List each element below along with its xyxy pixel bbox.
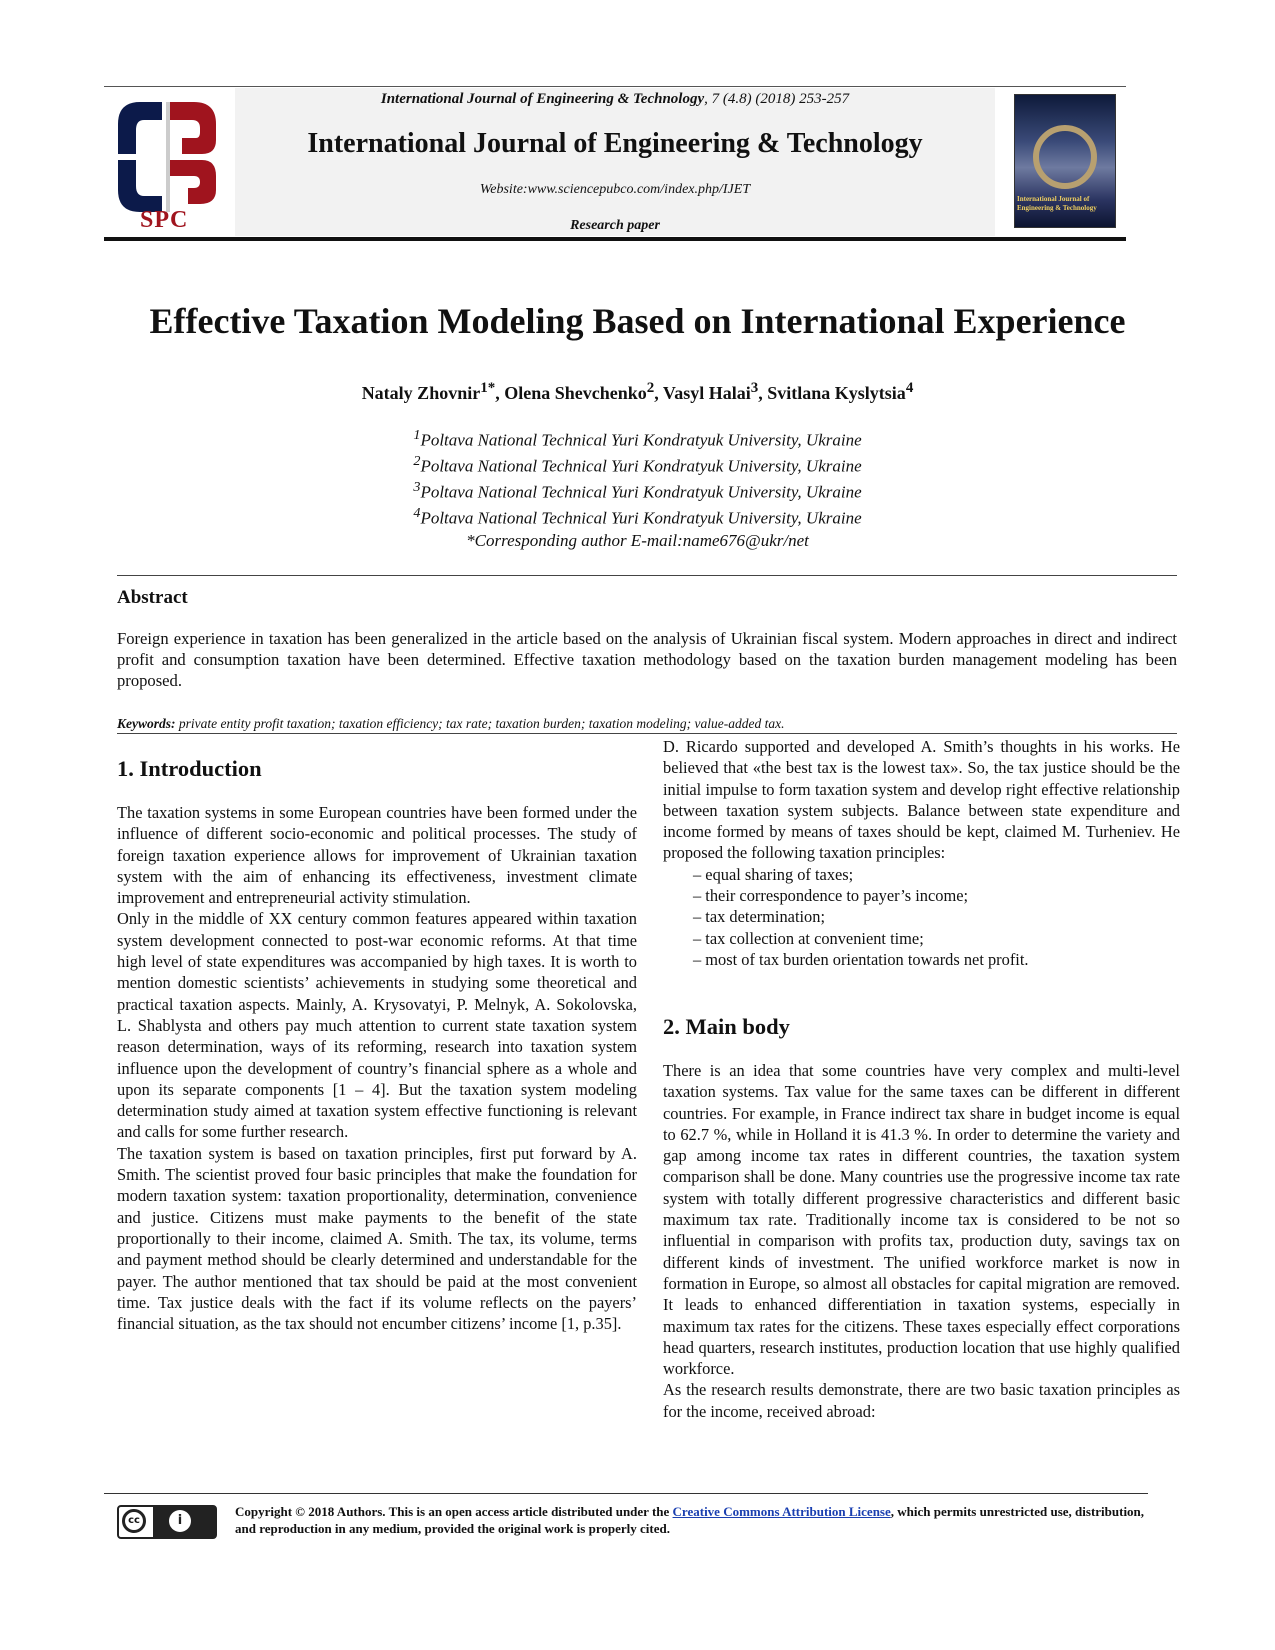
- footer-rule: [104, 1493, 1148, 1494]
- copyright-text: Copyright © 2018 Authors. This is an open access article distributed under the: [235, 1504, 673, 1519]
- cc-icon: cc: [122, 1509, 146, 1533]
- abstract-top-rule: [117, 575, 1177, 576]
- license-link[interactable]: Creative Commons Attribution License: [672, 1504, 891, 1519]
- author-sup: 4: [905, 380, 914, 396]
- affiliations: [0, 425, 1275, 551]
- author-list: [0, 380, 1275, 404]
- author-name: Vasyl Halai: [662, 383, 751, 403]
- section-heading-introduction: 1. Introduction: [117, 756, 262, 781]
- affiliation-text: Poltava National Technical Yuri Kondratyuk University, Ukraine: [420, 509, 862, 529]
- journal-title: International Journal of Engineering & Technology: [307, 128, 923, 159]
- citation-volume: , 7 (4.8) (2018) 253-257: [704, 91, 850, 107]
- affiliation-text: Poltava National Technical Yuri Kondratyuk University, Ukraine: [420, 430, 862, 450]
- paragraph: As the research results demonstrate, there are two basic taxation principles as for the income, received abroad:: [663, 1380, 1180, 1421]
- header-bottom-rule: [104, 237, 1126, 241]
- left-column: [117, 802, 637, 1334]
- author-name: Nataly Zhovnir: [361, 383, 481, 403]
- cover-title: International Journal of Engineering & Technology: [1017, 195, 1097, 212]
- keywords-text: private entity profit taxation; taxation efficiency; tax rate; taxation burden; taxation modeling; value-added tax.: [175, 716, 785, 731]
- author-name: Olena Shevchenko: [504, 383, 647, 403]
- list-item: – tax collection at convenient time;: [693, 928, 924, 948]
- paper-type: Research paper: [570, 218, 660, 233]
- affiliation-sup: 2: [413, 453, 421, 470]
- paper-title: Effective Taxation Modeling Based on International Experience: [149, 301, 1126, 341]
- paragraph: D. Ricardo supported and developed A. Smith’s thoughts in his works. He believed that «the best tax is the lowest tax». So, the tax justice should be the initial impulse to form taxation system and develop right effective relationship between taxation system subjects. Balance between state expenditure and income formed by means of taxes should be kept, claimed M. Turheniev. He proposed the following taxation principles:: [663, 737, 1180, 863]
- citation-journal: International Journal of Engineering & Technology: [380, 91, 705, 107]
- paragraph: The taxation systems in some European countries have been formed under the influence of different socio-economic and political processes. The study of foreign taxation experience allows for improvement of Ukrainian taxation system with the aim of enhancing its effectiveness, investment climate improvement and entrepreneurial activity stimulation.: [117, 803, 637, 908]
- abstract-text: Foreign experience in taxation has been generalized in the article based on the analysis of Ukrainian fiscal system. Modern approaches in direct and indirect profit and consumption taxation have been determined. Effective taxation methodology based on the taxation burden management modeling has been proposed.: [117, 629, 1177, 690]
- principles-list: [663, 864, 1180, 970]
- list-item: – tax determination;: [693, 907, 825, 927]
- author-sup: 2: [646, 380, 655, 396]
- cc-by-license-icon[interactable]: [117, 1505, 217, 1539]
- affiliation: [0, 425, 1275, 451]
- logo-text: SPC: [140, 207, 189, 233]
- header-top-rule: [104, 86, 1126, 87]
- copyright-text-end: , which permits unrestricted use, distribution, and reproduction in any medium, provided the original work is properly cited.: [235, 1504, 1145, 1536]
- author-sup: 3: [750, 380, 759, 396]
- journal-citation: [235, 91, 995, 108]
- abstract-heading: Abstract: [117, 587, 188, 608]
- affiliation-text: Poltava National Technical Yuri Kondratyuk University, Ukraine: [420, 482, 862, 502]
- journal-website[interactable]: Website:www.sciencepubco.com/index.php/IJET: [479, 182, 751, 197]
- journal-cover-image: [1014, 94, 1116, 228]
- author-sep: ,: [495, 383, 505, 403]
- affiliation-sup: 4: [413, 505, 421, 522]
- attribution-icon: i: [169, 1510, 191, 1532]
- affiliation-sup: 1: [413, 427, 421, 443]
- keywords-label: Keywords:: [117, 716, 176, 731]
- header-band: [235, 88, 995, 236]
- affiliation: [0, 451, 1275, 477]
- affiliation-sup: 3: [413, 479, 421, 496]
- keywords-rule: [117, 733, 1177, 734]
- section-heading-main-body: 2. Main body: [663, 1014, 790, 1039]
- author-name: Svitlana Kyslytsia: [767, 383, 906, 403]
- paragraph: There is an idea that some countries have very complex and multi-level taxation systems. Tax value for the same taxes can be different in different countries. For example, in France indirect tax share in budget income is equal to 62.7 %, while in Holland it is 41.3 %. In order to determine the variety and gap among income tax rates in different countries, the taxation system comparison shall be done. Many countries use the progressive income tax rate system with totally different progressive characteristics and different basic maximum tax rate. Traditionally income tax is considered to be not so influential in comparison with profits tax, production duty, savings tax on different kinds of investment. The unified workforce market is now in formation in Europe, so almost all obstacles for capital migration are removed. It leads to enhanced differentiation in taxation systems, especially in maximum tax rates for the citizens. These taxes especially effect corporations head quarters, research institutes, production location that use highly qualified workforce.: [663, 1061, 1180, 1379]
- affiliation: [0, 503, 1275, 529]
- corresponding-author: *Corresponding author E-mail:name676@ukr/net: [466, 530, 809, 550]
- right-column: [663, 736, 1180, 970]
- affiliation-text: Poltava National Technical Yuri Kondratyuk University, Ukraine: [420, 456, 862, 476]
- paragraph: The taxation system is based on taxation principles, first put forward by A. Smith. The scientist proved four basic principles that make the foundation for modern taxation system: taxation proportionality, determination, convenience and justice. Citizens must make payments to the benefit of the state proportionally to their income, claimed A. Smith. The tax, its volume, terms and payment method should be clearly determined and understandable for the payer. The author mentioned that tax should be paid at the most convenient time. Tax justice deals with the fact if its volume reflects on the payers’ financial situation, as the tax should not encumber citizens’ income [1, p.35].: [117, 1143, 637, 1334]
- author-sup: 1*: [480, 380, 496, 396]
- list-item: – their correspondence to payer’s income;: [693, 886, 969, 906]
- author-sep: ,: [758, 383, 768, 403]
- author-sep: ,: [654, 383, 663, 403]
- keywords: [117, 716, 1177, 732]
- cover-ring: [1033, 125, 1097, 189]
- copyright-notice: [235, 1503, 1160, 1537]
- list-item: – most of tax burden orientation towards net profit.: [693, 949, 1029, 969]
- list-item: – equal sharing of taxes;: [693, 864, 854, 884]
- affiliation: [0, 477, 1275, 503]
- main-body-text: [663, 1060, 1180, 1422]
- paragraph: Only in the middle of XX century common features appeared within taxation system development connected to post-war economic reforms. At that time high level of state expenditures was accompanied by high taxes. It is worth to mention domestic scientists’ achievements in studying some theoretical and practical taxation aspects. Mainly, A. Krysovatyi, P. Melnyk, A. Sokolovska, L. Shablysta and others pay much attention to current state taxation system reason determination, ways of its reforming, research into taxation system influence upon the development of country’s financial sphere as a whole and upon its separate components [1 – 4]. But the taxation system modeling determination study aimed at taxation system effective functioning is relevant and calls for some further research.: [117, 909, 637, 1142]
